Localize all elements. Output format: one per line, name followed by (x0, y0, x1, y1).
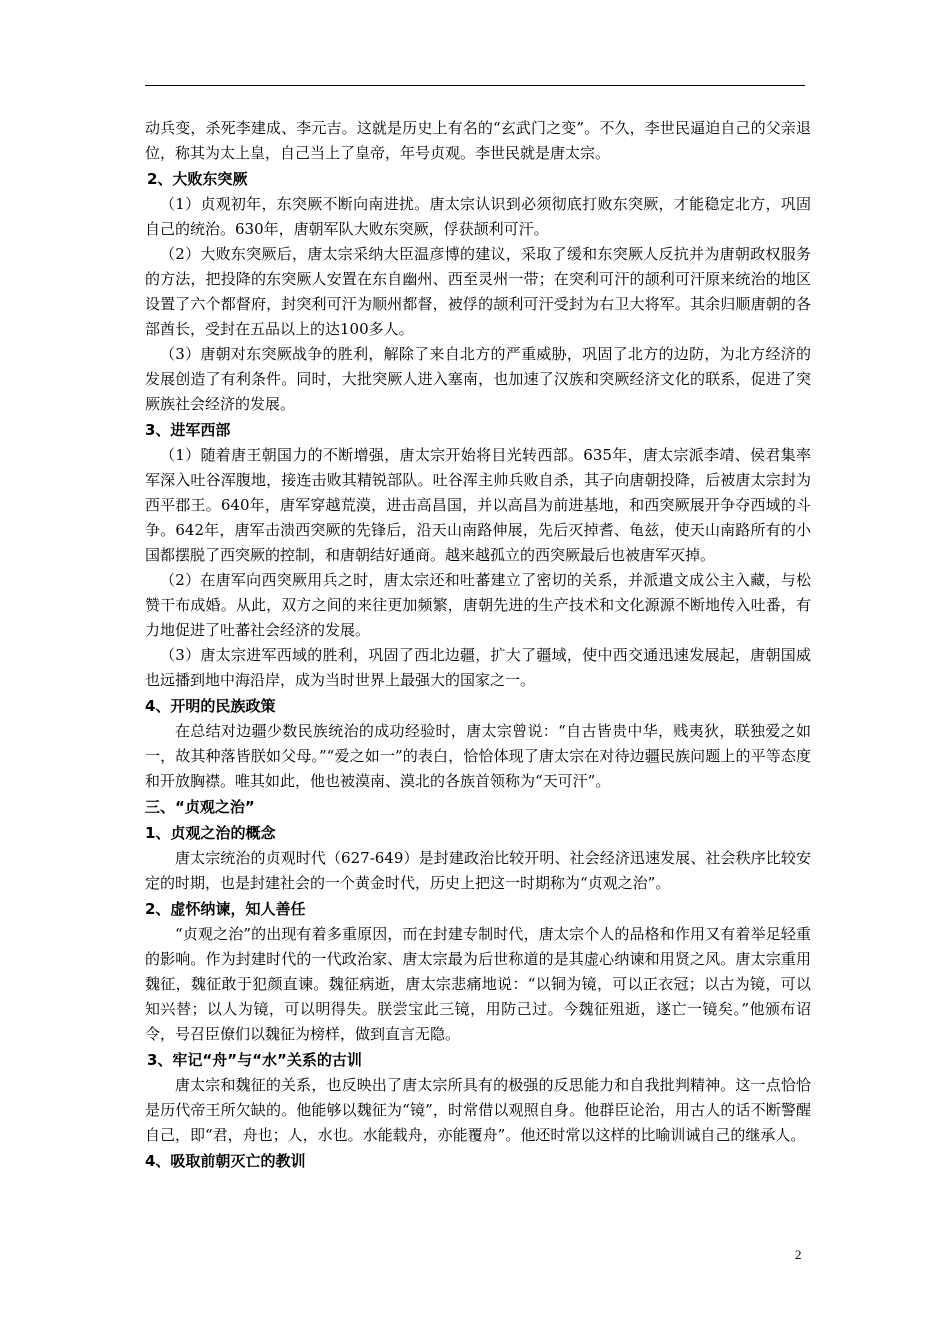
section-heading: 3、牢记“舟”与“水”关系的古训 (147, 1051, 362, 1069)
paragraph: 动兵变，杀死李建成、李元吉。这就是历史上有名的“玄武门之变”。不久，李世民逼迫自己的父亲退位，称其为太上皇，自己当上了皇帝，年号贞观。李世民就是唐太宗。 (145, 119, 811, 162)
header-rule (145, 85, 805, 86)
section-heading: 2、大败东突厥 (147, 170, 248, 188)
section-heading: 1、贞观之治的概念 (145, 824, 276, 842)
paragraph: （2）在唐军向西突厥用兵之时，唐太宗还和吐蕃建立了密切的关系，并派遣文成公主入藏，与松赞干布成婚。从此，双方之间的来往更加频繁，唐朝先进的生产技术和文化源源不断地传入吐番，有力地促进了吐蕃社会经济的发展。 (145, 571, 811, 639)
paragraph: 在总结对边疆少数民族统治的成功经验时，唐太宗曾说：“自古皆贵中华，贱夷狄，联独爱之如一，故其种落皆朕如父母。”“爱之如一”的表白，恰恰体现了唐太宗在对待边疆民族问题上的平等态度和开放胸襟。唯其如此，他也被漠南、漠北的各族首领称为“天可汗”。 (145, 722, 811, 790)
section-heading: 3、进军西部 (145, 421, 231, 439)
section-heading: 2、虚怀纳谏，知人善任 (145, 900, 306, 918)
chapter-heading: 三、“贞观之治” (145, 798, 255, 816)
paragraph: （3）唐太宗进军西域的胜利，巩固了西北边疆，扩大了疆域，使中西交通迅速发展起，唐朝国威也远播到地中海沿岸，成为当时世界上最强大的国家之一。 (145, 646, 811, 689)
paragraph: （1）随着唐王朝国力的不断增强，唐太宗开始将目光转西部。635年，唐太宗派李靖、侯君集率军深入吐谷浑腹地，接连击败其精锐部队。吐谷浑主帅兵败自杀，其子向唐朝投降，后被唐太宗封为西平郡王。640年，唐军穿越荒漠，进击高昌国，并以高昌为前进基地，和西突厥展开争夺西域的斗争。642年，唐军击溃西突厥的先锋后，沿天山南路伸展，先后灭掉耆、龟兹，使天山南路所有的小国都摆脱了西突厥的控制，和唐朝结好通商。越来越孤立的西突厥最后也被唐军灭掉。 (145, 446, 811, 564)
section-heading: 4、吸取前朝灭亡的教训 (145, 1152, 306, 1170)
page-content (145, 116, 811, 1174)
paragraph: 唐太宗统治的贞观时代（627-649）是封建政治比较开明、社会经济迅速发展、社会秩序比较安定的时期，也是封建社会的一个黄金时代，历史上把这一时期称为“贞观之治”。 (145, 849, 811, 892)
paragraph: （1）贞观初年，东突厥不断向南进扰。唐太宗认识到必须彻底打败东突厥，才能稳定北方，巩固自己的统治。630年，唐朝军队大败东突厥，俘获颉利可汗。 (145, 195, 811, 238)
section-heading: 4、开明的民族政策 (145, 697, 276, 715)
paragraph: （3）唐朝对东突厥战争的胜利，解除了来自北方的严重威胁，巩固了北方的边防，为北方经济的发展创造了有利条件。同时，大批突厥人进入塞南，也加速了汉族和突厥经济文化的联系，促进了突厥族社会经济的发展。 (145, 345, 811, 413)
paragraph: （2）大败东突厥后，唐太宗采纳大臣温彦博的建议，采取了缓和东突厥人反抗并为唐朝政权服务的方法，把投降的东突厥人安置在东自幽州、西至灵州一带；在突利可汗的颉利可汗原来统治的地区设置了六个都督府，封突利可汗为顺州都督，被俘的颉利可汗受封为右卫大将军。其余归顺唐朝的各部酋长，受封在五品以上的达100多人。 (145, 245, 811, 338)
paragraph: 唐太宗和魏征的关系，也反映出了唐太宗所具有的极强的反思能力和自我批判精神。这一点恰恰是历代帝王所欠缺的。他能够以魏征为“镜”，时常借以观照自身。他群臣论治，用古人的话不断警醒自己，即“君，舟也；人，水也。水能载舟，亦能覆舟”。他还时常以这样的比喻训诫自己的继承人。 (145, 1076, 811, 1144)
paragraph: “贞观之治”的出现有着多重原因，而在封建专制时代，唐太宗个人的品格和作用又有着举足轻重的影响。作为封建时代的一代政治家、唐太宗最为后世称道的是其虚心纳谏和用贤之风。唐太宗重用魏征，魏征敢于犯颜直谏。魏征病逝，唐太宗悲痛地说：“以铜为镜，可以正衣冠；以古为镜，可以知兴替；以人为镜，可以明得失。朕尝宝此三镜，用防己过。今魏征殂逝，遂亡一镜矣。”他颁布诏令，号召臣僚们以魏征为榜样，做到直言无隐。 (145, 925, 811, 1043)
page-number: 2 (795, 1247, 802, 1262)
